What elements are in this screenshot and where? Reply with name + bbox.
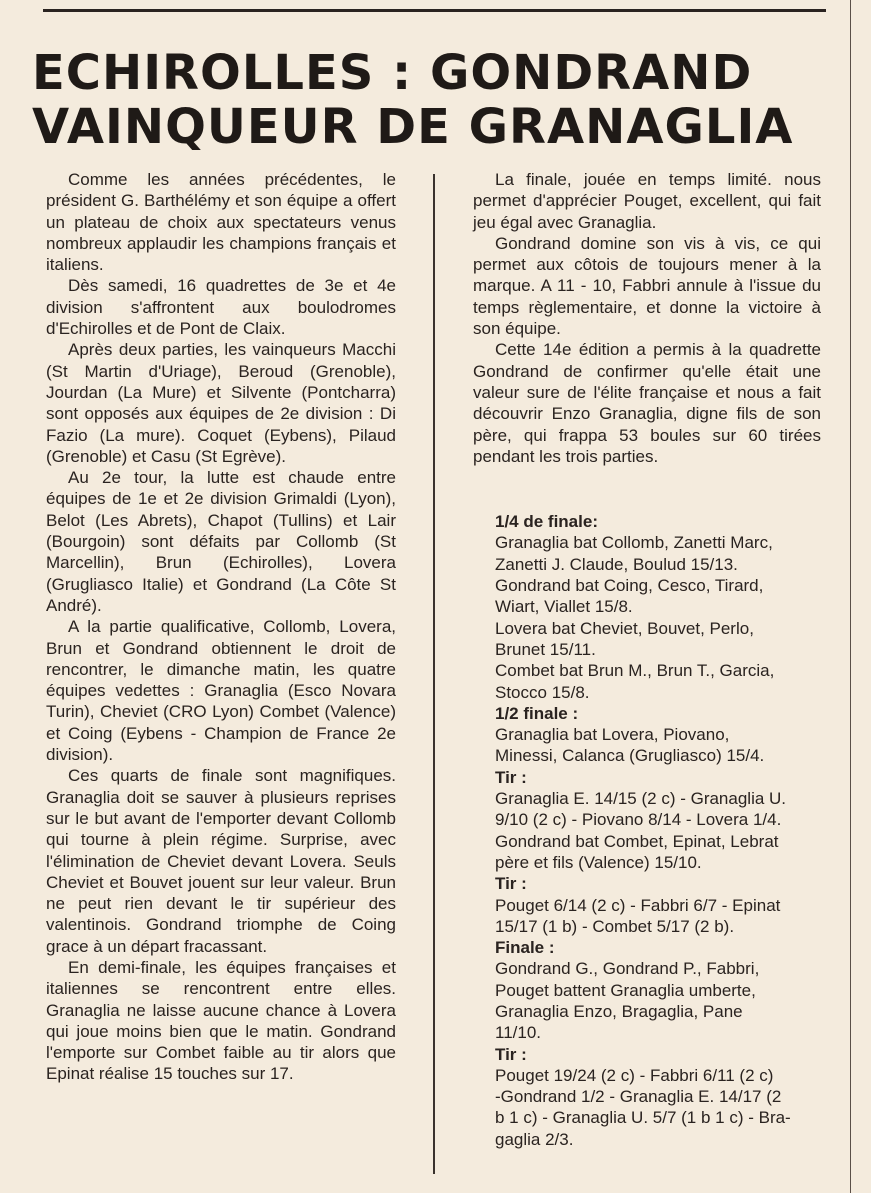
paragraph: Au 2e tour, la lutte est chaude entre équipes de 1e et 2e division Grimaldi (Lyon), Belot (Les Abrets), Chapot (Tullins) et Lair (Bourgoin) sont défaits par Collomb (St Marcellin), Brun (Echirolles), Lovera (Grugliasco Italie) et Gondrand (La Côte St André). <box>46 468 396 615</box>
paragraph: En demi-finale, les équipes françaises et italiennes se rencontrent entre elles. Granaglia ne laisse aucune chance à Lovera qui joue moins bien que le matin. Gondrand l'emporte sur Combet faible au tir alors que Epinat réalise 15 touches sur 17. <box>46 957 396 1084</box>
paragraph: A la partie qualificative, Collomb, Lovera, Brun et Gondrand obtiennent le droit de rencontrer, le dimanche matin, les quatre équipes vedettes : Granaglia (Esco Novara Turin), Cheviet (CRO Lyon) Combet (Valence) et Coing (Eybens - Champion de France 2e division). <box>46 617 396 765</box>
paragraph: Gondrand domine son vis à vis, ce qui permet aux côtois de toujours mener à la marque. A 11 - 10, Fabbri annule à l'issue du temps règlementaire, et donne la victoire à son équipe. <box>473 233 821 339</box>
paragraph: Comme les années précédentes, le président G. Barthélémy et son équipe a offert un plateau de choix aux spectateurs venus nombreux applaudir les champions français et italiens. <box>46 170 396 275</box>
result-line: Wiart, Viallet 15/8. <box>495 597 633 617</box>
paragraph: Cette 14e édition a permis à la quadrette Gondrand de confirmer qu'elle était une valeur sure de l'élite française et nous a fait découvrir Enzo Granaglia, digne fils de son père, qui frappa 53 boules sur 60 tirées pendant les trois parties. <box>473 340 821 466</box>
left-column <box>46 169 396 1085</box>
result-line: 15/17 (1 b) - Combet 5/17 (2 b). <box>495 916 735 936</box>
headline <box>32 46 832 154</box>
result-line: Gondrand bat Coing, Cesco, Tirard, <box>495 576 764 596</box>
right-margin-rule <box>850 0 851 1193</box>
result-line: Minessi, Calanca (Grugliasco) 15/4. <box>495 746 765 766</box>
headline-line-1: ECHIROLLES : GONDRAND <box>32 45 753 101</box>
results-section <box>473 511 821 1150</box>
result-line: b 1 c) - Granaglia U. 5/7 (1 b 1 c) - Bra- <box>495 1108 791 1128</box>
paragraph: Dès samedi, 16 quadrettes de 3e et 4e division s'affrontent aux boulodromes d'Echirolles et de Pont de Claix. <box>46 276 396 339</box>
results-heading-final: Finale : <box>495 938 555 958</box>
result-line: Pouget 19/24 (2 c) - Fabbri 6/11 (2 c) <box>495 1065 774 1085</box>
result-line: Lovera bat Cheviet, Bouvet, Perlo, <box>495 618 754 638</box>
result-line: Stocco 15/8. <box>495 682 590 702</box>
result-line: Pouget 6/14 (2 c) - Fabbri 6/7 - Epinat <box>495 895 781 915</box>
result-line: père et fils (Valence) 15/10. <box>495 852 702 872</box>
results-heading-tir: Tir : <box>495 1044 527 1064</box>
result-line: Zanetti J. Claude, Boulud 15/13. <box>495 554 738 574</box>
results-heading-tir: Tir : <box>495 767 527 787</box>
result-line: Gondrand bat Combet, Epinat, Lebrat <box>495 831 779 851</box>
column-divider <box>433 174 435 1174</box>
result-line: 11/10. <box>495 1023 542 1043</box>
result-line: Pouget battent Granaglia umberte, <box>495 980 756 1000</box>
result-line: Brunet 15/11. <box>495 639 596 659</box>
right-column <box>473 169 821 1150</box>
result-line: Gondrand G., Gondrand P., Fabbri, <box>495 959 760 979</box>
result-line: Granaglia E. 14/15 (2 c) - Granaglia U. <box>495 789 787 809</box>
paragraph: La finale, jouée en temps limité. nous permet d'apprécier Pouget, excellent, qui fait jeu égal avec Granaglia. <box>473 170 821 232</box>
result-line: 9/10 (2 c) - Piovano 8/14 - Lovera 1/4. <box>495 810 782 830</box>
result-line: Granaglia bat Lovera, Piovano, <box>495 725 730 745</box>
top-rule <box>43 9 826 12</box>
result-line: Granaglia Enzo, Bragaglia, Pane <box>495 1001 743 1021</box>
result-line: Combet bat Brun M., Brun T., Garcia, <box>495 661 775 681</box>
result-line: -Gondrand 1/2 - Granaglia E. 14/17 (2 <box>495 1087 782 1107</box>
paragraph: Ces quarts de finale sont magnifiques. Granaglia doit se sauver à plusieurs reprises sur le but avant de l'emporter devant Collomb qui tourne à plein régime. Surprise, avec l'élimination de Cheviet devant Lovera. Seuls Cheviet et Bouvet jouent sur leur valeur. Brun ne peut rien devant le tir supérieur des valentinois. Gondrand triomphe de Coing grace à un départ fracassant. <box>46 766 396 956</box>
paragraph: Après deux parties, les vainqueurs Macchi (St Martin d'Uriage), Beroud (Grenoble), Jourdan (La Mure) et Silvente (Pontcharra) sont opposés aux équipes de 2e division : Di Fazio (La mure). Coquet (Eybens), Pilaud (Grenoble) et Casu (St Egrève). <box>46 340 396 466</box>
results-heading-tir: Tir : <box>495 874 527 894</box>
results-heading-quarter: 1/4 de finale: <box>495 512 598 532</box>
result-line: gaglia 2/3. <box>495 1129 574 1149</box>
result-line: Granaglia bat Collomb, Zanetti Marc, <box>495 533 773 553</box>
results-heading-semi: 1/2 finale : <box>495 703 579 723</box>
headline-line-2: VAINQUEUR DE GRANAGLIA <box>32 99 794 155</box>
